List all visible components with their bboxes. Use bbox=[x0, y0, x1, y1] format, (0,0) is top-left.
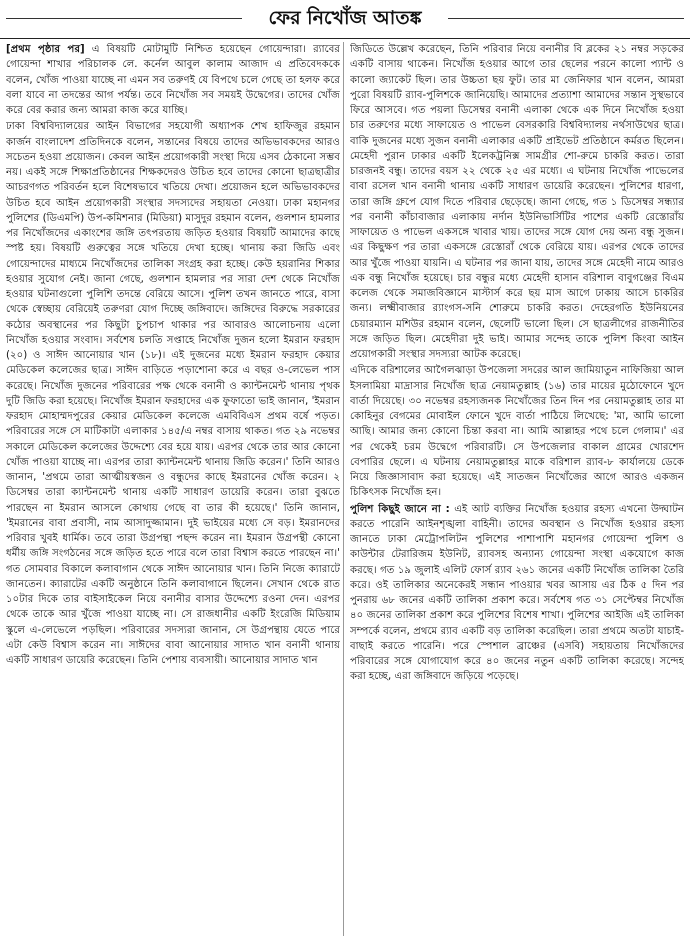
left-paragraph-2: ঢাকা বিশ্ববিদ্যালয়ের আইন বিভাগের সহযোগী অধ্যাপক শেখ হাফিজুর রহমান কার্জন বাংলাদেশ প্রতিদিনকে বলেন, সন্তানের বিষয়ে তাদের অভিভাবকদের আরও সচেতন হওয়া প্রয়োজন। কেবল আইন প্রয়োগকারী সংস্থা দিয়ে এসব ঠেকানো সম্ভব নয়। একই সঙ্গে শিক্ষাপ্রতিষ্ঠানের শিক্ষকদেরও উচিত হবে তাদের কোনো ছাত্রছাত্রীর আচরণগত পরিবর্তন হলে বিশেষভাবে খতিয়ে দেখা। প্রয়োজন হলে অভিভাবকদের উচিত হবে আইন প্রয়োগকারী সংস্থার সদস্যদের সহায়তা নেওয়া। ঢাকা মহানগর পুলিশের (ডিএমপি) উপ-কমিশনার (মিডিয়া) মাসুদুর রহমান বলেন, গুলশান হামলার পর নিখোঁজদের একাংশের জঙ্গি তৎপরতায় জড়িত হওয়ার বিষয়টি আমাদের কাছে স্পষ্ট হয়। বিষয়টি গুরুত্বের সঙ্গে খতিয়ে দেখা হচ্ছে। থানায় করা জিডি এবং গোয়েন্দাদের মাধ্যমে নিখোঁজদের তালিকা সংগ্রহ করা হচ্ছে। কেউ হয়রানির শিকার হওয়ার সুযোগ নেই। জানা গেছে, গুলশান হামলার পর সারা দেশ থেকে নিখোঁজ হওয়ার ঘটনাগুলো পুলিশি তদন্তে বেরিয়ে আসে। পুলিশ তখন জানতে পারে, বাসা থেকে স্বেচ্ছায় বেরিয়েই তরুণরা যোগ দিচ্ছে জঙ্গিবাদে। জঙ্গিদের বিরুদ্ধে সরকারের কঠোর অবস্থানের পর কিছুটা চুপচাপ থাকার পর আবারও আলোচনায় এলো নিখোঁজ হওয়ার সংবাদ। সর্বশেষ চলতি সপ্তাহে নিখোঁজ দুজন হলো ইমরান ফরহাদ (২০) ও সাঈদ আনোয়ার খান (১৮)। এই দুজনের মধ্যে ইমরান ফরহাদ কেয়ার মেডিকেল কলেজের ছাত্র। সাঈদ বাড়িতে পড়াশোনা করে এ বছর ও-লেভেল পাস করেছে। নিখোঁজ দুজনের পরিবারের পক্ষ থেকে বনানী ও ক্যান্টনমেন্ট থানায় পৃথক দুটি জিডি করা হয়েছে। নিখোঁজ ইমরান ফরহাদের এক ফুফাতো ভাই জানান, 'ইমরান ফরহাদ মোহাম্মদপুরের কেয়ার মেডিকেল কলেজে এমবিবিএস প্রথম বর্ষে পড়ত। পরিবারের সঙ্গে সে মাটিকাটা এলাকার ১৪৫/এ নম্বর বাসায় থাকত। গত ২৯ নভেম্বর সকালে মেডিকেল কলেজের উদ্দেশ্যে বের হয়ে যায়। এরপর থেকে তার আর কোনো খোঁজ পাওয়া যাচ্ছে না। এরপর তারা ক্যান্টনমেন্ট থানায় জিডি করেন।' তিনি আরও জানান, 'প্রথমে তারা আত্মীয়স্বজন ও বন্ধুদের কাছে ইমরানের খোঁজ করেন। ২ ডিসেম্বর তারা ক্যান্টনমেন্ট থানায় একটি সাধারণ ডায়েরি করেন। তারা বুঝতে পারছেন না ইমরান আসলে কোথায় গেছে বা তার কী হয়েছে।' তিনি জানান, 'ইমরানের বাবা প্রবাসী, নাম আসাদুজ্জামান। দুই ভাইয়ের মধ্যে সে বড়। ইমরানদের পরিবার খুবই ধার্মিক। তবে তারা উগ্রপন্থা পছন্দ করেন না। ইমরান উগ্রপন্থী কোনো ধর্মীয় জঙ্গি সংগঠনের সঙ্গে জড়িত হতে পারে বলে তারা বিশ্বাস করতে পারছেন না।' গত সোমবার বিকালে কলাবাগান থেকে সাঈদ আনোয়ার খান। তিনি নিজে ক্যারাটে জানতেন। ক্যারাটের একটি অনুষ্ঠানে তিনি কলাবাগানে ছিলেন। সেখান থেকে রাত ১০টার দিকে তার বাইসাইকেল নিয়ে বনানীর বাসার উদ্দেশ্যে রওনা দেন। এরপর থেকে তাকে আর খুঁজে পাওয়া যাচ্ছে না। সে রাজধানীর একটি ইংরেজি মিডিয়াম স্কুলে এ-লেভেলে পড়ছিল। পরিবারের সদস্যরা জানান, সে উগ্রপন্থায় যেতে পারে এটা কেউ বিশ্বাস করেন না। সাঈদের বাবা আনোয়ার সাদাত খান বনানী থানায় একটি সাধারণ ডায়েরি করেছেন। তিনি পেশায় ব্যবসায়ী। আনোয়ার সাদাত খান bbox=[6, 121, 340, 666]
left-paragraph-1 bbox=[6, 42, 340, 118]
police-subheading-text: এই আট ব্যক্তির নিখোঁজ হওয়ার রহস্য এখনো উদ্ঘাটন করতে পারেনি আইনশৃঙ্খলা বাহিনী। তাদের অবস্থান ও নিখোঁজ হওয়ার রহস্য জানতে ঢাকা মেট্রোপলিটন পুলিশের পাশাপাশি মহানগর গোয়েন্দা পুলিশ ও কাউন্টার টেরারিজম ইউনিট, র‌্যাবসহ অন্যান্য গোয়েন্দা সংস্থা একযোগে কাজ করছে। গত ১৯ জুলাই এলিট ফোর্স র‌্যাব ২৬১ জনের একটি নিখোঁজ তালিকা তৈরি করে। ওই তালিকার অনেকেরই সন্ধান পাওয়ার খবর আসায় এর ঠিক ৫ দিন পর পুনরায় ৬৮ জনের একটি তালিকা প্রকাশ করে। সর্বশেষ গত ৩১ সেপ্টেম্বর নিখোঁজ ৪০ জনের তালিকা প্রকাশ করে পুলিশের বিশেষ শাখা। পুলিশের আইজি এই তালিকা সম্পর্কে বলেন, প্রথমে র‌্যাব একটি বড় তালিকা করেছিল। তারা প্রথমে অতটা যাচাই-বাছাই করতে পারেনি। পরে স্পেশাল ব্রাঞ্চের (এসবি) সহায়তায় নিখোঁজদের পরিবারের সঙ্গে যোগাযোগ করে ৪০ জনের নতুন একটি তালিকা করেছে। সন্দেহ করা হচ্ছে, এরা জঙ্গিবাদে জড়িয়ে পড়েছে। bbox=[350, 503, 684, 683]
headline-rule-left bbox=[6, 18, 242, 19]
right-paragraph-1: জিডিতে উল্লেখ করেছেন, তিনি পরিবার নিয়ে বনানীর বি ব্লকের ২১ নম্বর সড়কের একটি বাসায় থাকেন। নিখোঁজ হওয়ার আগে তার ছেলের পরনে কালো প্যান্ট ও কালো জ্যাকেট ছিল। তার উচ্চতা ছয় ফুট। তার মা জেনিফার খান বলেন, আমরা পুরো বিষয়টি র‌্যাব-পুলিশকে জানিয়েছি। আমাদের প্রত্যাশা আমাদের সন্তান সুস্থভাবে ফিরে আসবে। গত পয়লা ডিসেম্বর বনানী এলাকা থেকে এক দিনে নিখোঁজ হওয়া চার তরুণের মধ্যে সাফায়েত ও পাভেল বেসরকারি বিশ্ববিদ্যালয় নর্থসাউথের ছাত্র। বাকি দুজনের মধ্যে সুজন বনানী এলাকার একটি প্রাইভেট প্রতিষ্ঠানে কর্মরত ছিলেন। মেহেদী পুরান ঢাকার একটি ইলেকট্রনিক্স সামগ্রীর শো-রুমে চাকরি করত। তারা চারজনই বন্ধু। তাদের বয়স ২২ থেকে ২৫ এর মধ্যে। এ ঘটনায় নিখোঁজ পাভেলের বাবা রসেল খান বনানী থানায় একটি সাধারণ ডায়েরি করেছেন। পুলিশের ধারণা, তারা জঙ্গি গ্রুপে যোগ দিতে পরিবার ছেড়েছে। জানা গেছে, গত ১ ডিসেম্বর সন্ধ্যার পর বনানী কাঁচাবাজার এলাকায় নর্দান ইউনিভার্সিটির পাশের একটি রেস্তোরাঁয় সাফায়েত ও পাভেল একসঙ্গে খাবার খায়। তাদের সঙ্গে যোগ দেয় অন্য বন্ধু সুজন। এর কিছুক্ষণ পর তারা একসঙ্গে রেস্তোরাঁ থেকে বেরিয়ে যায়। এরপর থেকে তাদের আর খুঁজে পাওয়া যায়নি। এ ঘটনার পর জানা যায়, তাদের সঙ্গে মেহেদী নামে আরও এক বন্ধু নিখোঁজ হয়েছে। চার বন্ধুর মধ্যে মেহেদী হাসান বরিশাল বাবুগঞ্জের বিএম কলেজ থেকে সমাজবিজ্ঞানে মাস্টার্স করে ছয় মাস আগে ঢাকায় আসে চাকরির জন্য। লক্ষ্মীবাজার র‌্যাংগস-সনি শোরুমে চাকরি করত। দেহেরগতি ইউনিয়নের চেয়ারম্যান মশিউর রহমান বলেন, ছেলেটি ভালো ছিল। সে ছাত্রলীগের রাজনীতির সঙ্গে জড়িত ছিল। মেহেদীরা দুই ভাই। আমার সন্দেহ তাকে পুলিশ কিংবা আইন প্রয়োগকারী সংস্থার সদস্যরা আটক করেছে। bbox=[350, 44, 684, 360]
right-paragraph-2: এদিকে বরিশালের আগৈলঝাড়া উপজেলা সদরের আল জামিয়াতুন নাফিজিয়া আল ইসলামিয়া মাদ্রাসার নিখোঁজ ছাত্র নেয়ামতুল্লাহ (১৬) তার মায়ের মুঠোফোনে খুদে বার্তা দিয়েছে। ৩০ নভেম্বর রহস্যজনক নিখোঁজের তিন দিন পর নেয়ামতুল্লাহ তার মা কোহিনুর বেগমের মোবাইল ফোনে খুদে বার্তা পাঠিয়ে লিখেছে: 'মা, আমি ভালো আছি। আমার জন্য কোনো চিন্তা করবা না। আমি আল্লাহর পথে চলে গেলাম।' এর পর থেকেই চরম উদ্বেগে পরিবারটি। সে উপজেলার বাকাল গ্রামের খোরশেদ বেপারির ছেলে। এ ঘটনায় নেয়ামতুল্লাহর মাকে বরিশাল র‌্যাব-৮ কার্যালয়ে ডেকে নিয়ে জিজ্ঞাসাবাদ করা হয়েছে। এই সাতজন নিখোঁজের আগে আরও একজন চিকিৎসক নিখোঁজ হন। bbox=[350, 365, 684, 499]
police-subheading: পুলিশ কিছুই জানে না : bbox=[350, 503, 450, 515]
right-paragraph-3 bbox=[350, 502, 684, 685]
headline-rule-right bbox=[448, 18, 684, 19]
right-column bbox=[350, 42, 684, 936]
article-headline: ফের নিখোঁজ আতঙ্ক bbox=[268, 7, 422, 29]
left-column bbox=[6, 42, 340, 936]
continued-from-label: [প্রথম পৃষ্ঠার পর] bbox=[6, 44, 85, 55]
left-paragraph-1-text: এ বিষয়টি মোটামুটি নিশ্চিত হয়েছেন গোয়েন্দারা। র‌্যাবের গোয়েন্দা শাখার পরিচালক লে. কর্নেল আবুল কালাম আজাদ এ প্রতিবেদককে বলেন, খোঁজ পাওয়া যাচ্ছে না এমন সব তরুণই যে বিপথে চলে গেছে তা হলফ করে বলা যাবে না তদন্তের আগ পর্যন্ত। তবে নিখোঁজ সব সময়ই উদ্বেগের। তাদের খোঁজ করে বের করার জন্য আমরা কাজ করে যাচ্ছি। bbox=[6, 44, 340, 116]
headline-bar bbox=[0, 0, 690, 39]
column-divider bbox=[343, 42, 344, 936]
